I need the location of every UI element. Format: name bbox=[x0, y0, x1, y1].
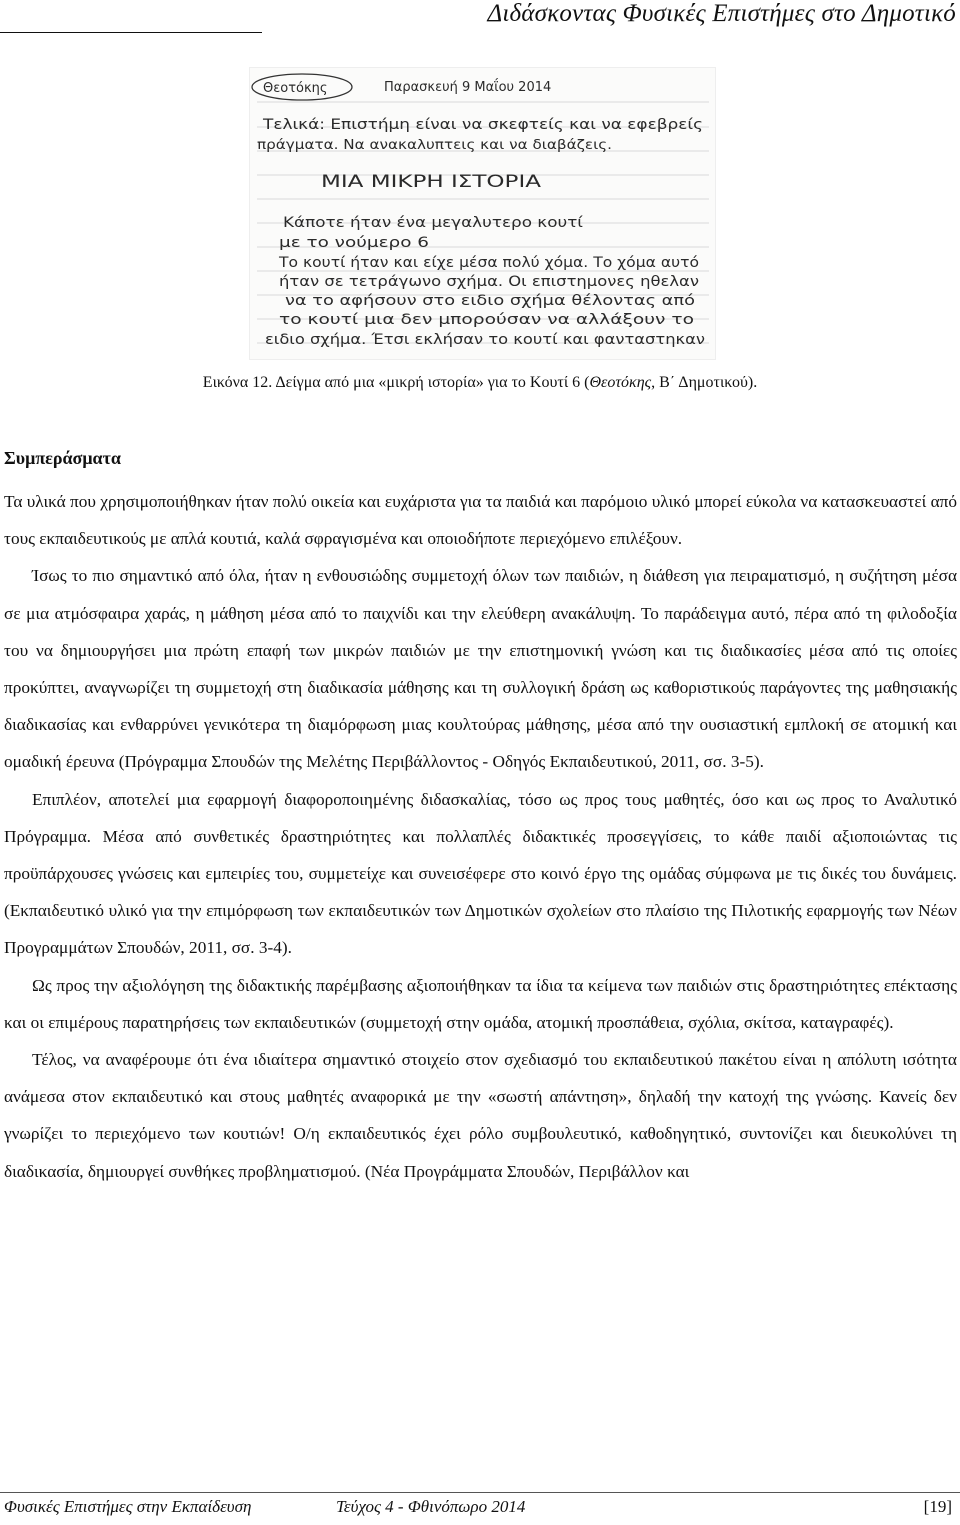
hw-line-9: ήταν σε τετράγωνο σχήμα. Οι επιστημονες ηθελαν bbox=[279, 274, 700, 290]
page-footer bbox=[0, 1497, 960, 1525]
hw-line-12: ειδιο σχήμα. Έτσι εκλήσαν το κουτί και φανταστηκαν bbox=[265, 332, 706, 348]
hw-line-2: Παρασκευή 9 Μαΐου 2014 bbox=[384, 80, 552, 95]
hw-line-6: Κάποτε ήταν ένα μεγαλυτερο κουτί bbox=[283, 215, 584, 231]
paragraph-4: Ως προς την αξιολόγηση της διδακτικής παρέμβασης αξιοποιήθηκαν τα ίδια τα κείμενα των παιδιών στις δραστηριότητες επέκτασης και οι επιμέρους παρατηρήσεις των εκπαιδευτικών (συμμετοχή στην ομάδα, ατομική προσπάθεια, σχόλια, σκίτσα, καταγραφές). bbox=[4, 975, 957, 1032]
hw-line-3: Τελικά: Επιστήμη είναι να σκεφτείς και να εφεβρείς bbox=[261, 117, 703, 133]
caption-prefix: Εικόνα 12. Δείγμα από μια «μικρή ιστορία» για το Κουτί 6 ( bbox=[202, 374, 590, 391]
body-text bbox=[4, 483, 957, 1190]
section-heading: Συμπεράσματα bbox=[4, 448, 121, 468]
hw-line-8: Το κουτί ήταν και είχε μέσα πολύ χόμα. Το χόμα αυτό bbox=[277, 255, 699, 271]
header-title: Διδάσκοντας Φυσικές Επιστήμες στο Δημοτικό bbox=[487, 0, 956, 27]
caption-author: Θεοτόκης bbox=[589, 374, 652, 391]
handwritten-story-image bbox=[249, 67, 716, 360]
hw-line-11: το κουτί μια δεν μπορούσαν να αλλάξουν το bbox=[279, 312, 694, 328]
paragraph-1: Τα υλικά που χρησιμοποιήθηκαν ήταν πολύ οικεία και ευχάριστα για τα παιδιά και παρόμοιο υλικό μπορεί εύκολα να κατασκευαστεί από τους εκπαιδευτικούς με απλά κουτιά, καλά σφραγισμένα και οποιοδήποτε περιεχόμενο επιλέξουν. bbox=[4, 492, 957, 549]
paragraph-5: Τέλος, να αναφέρουμε ότι ένα ιδιαίτερα σημαντικό στοιχείο στον σχεδιασμό του εκπαιδευτικού πακέτου είναι η απόλυτη ισότητα ανάμεσα στον εκπαιδευτικό και στους μαθητές αναφορικά με την «σωστή απάντηση», δηλαδή την κατοχή της γνώσης. Κανείς δεν γνωρίζει το περιεχόμενο των κουτιών! Ο/η εκπαιδευτικός έχει ρόλο συμβουλευτικό, καθοδηγητικό, συντονίζει και διευκολύνει τη διαδικασία, δημιουργεί συνθήκες προβληματισμού. (Νέα Προγράμματα Σπουδών, Περιβάλλον και bbox=[4, 1050, 957, 1181]
hw-line-10: να το αφήσουν στο ειδιο σχήμα θέλοντας από bbox=[285, 293, 695, 309]
hw-line-7: με το νούμερο 6 bbox=[279, 235, 430, 251]
footer-journal: Φυσικές Επιστήμες στην Εκπαίδευση bbox=[4, 1497, 252, 1516]
paragraph-3: Επιπλέον, αποτελεί μια εφαρμογή διαφοροποιημένης διδασκαλίας, τόσο ως προς τους μαθητές, όσο και ως προς το Αναλυτικό Πρόγραμμα. Μέσα από συνθετικές δραστηριότητες και πολλαπλές διδακτικές προσεγγίσεις, το κάθε παιδί αξιοποιώντας τις προϋπάρχουσες γνώσεις και εμπειρίες του, συμμετείχε και συνεισέφερε στο κοινό έργο της ομάδας σύμφωνα με τις δικές του δυνάμεις. (Εκπαιδευτικό υλικό για την επιμόρφωση των εκπαιδευτικών των Δημοτικών σχολείων στο πλαίσιο της Πιλοτικής εφαρμογής των Νέων Προγραμμάτων Σπουδών, 2011, σσ. 3-4). bbox=[4, 789, 957, 958]
caption-suffix: , Β΄ Δημοτικού). bbox=[651, 374, 758, 391]
paragraph-2: Ίσως το πιο σημαντικό από όλα, ήταν η ενθουσιώδης συμμετοχή όλων των παιδιών, η διάθεση για πειραματισμό, η συζήτηση μέσα σε μια ατμόσφαιρα χαράς, η μάθηση μέσα από το παιχνίδι και την ελεύθερη ανακάλυψη. Το παράδειγμα αυτό, πέρα από τη φιλοδοξία του να δημιουργήσει μια πρώτη επαφή των μικρών παιδιών με την επιστημονική γνώση και τις διαδικασίες μέσα από τις οποίες προκύπτει, αναγνωρίζει τη συμμετοχή στη διαδικασία μάθησης και τη συλλογική δράση ως καθοριστικούς παράγοντες της μαθησιακής διαδικασίας και ενθαρρύνει γενικότερα τη διαμόρφωση μιας κουλτούρας μάθησης, μέσα από την ουσιαστική εμπλοκή σε ατομική και ομαδική έρευνα (Πρόγραμμα Σπουδών της Μελέτης Περιβάλλοντος - Οδηγός Εκπαιδευτικού, 2011, σσ. 3-5). bbox=[4, 566, 957, 772]
handwritten-page bbox=[249, 67, 716, 360]
hw-line-5: ΜΙΑ ΜΙΚΡΗ ΙΣΤΟΡΙΑ bbox=[321, 172, 542, 192]
header-rule bbox=[0, 32, 262, 33]
figure-caption bbox=[0, 374, 960, 392]
page-number: [19] bbox=[923, 1497, 952, 1516]
hw-line-4: πράγματα. Να ανακαλυπτεις και να διαβάζεις. bbox=[257, 138, 612, 153]
footer-rule bbox=[0, 1492, 960, 1493]
footer-issue: Τεύχος 4 - Φθινόπωρο 2014 bbox=[336, 1497, 526, 1516]
page-header bbox=[0, 0, 960, 40]
hw-line-1: Θεοτόκης bbox=[263, 81, 328, 96]
